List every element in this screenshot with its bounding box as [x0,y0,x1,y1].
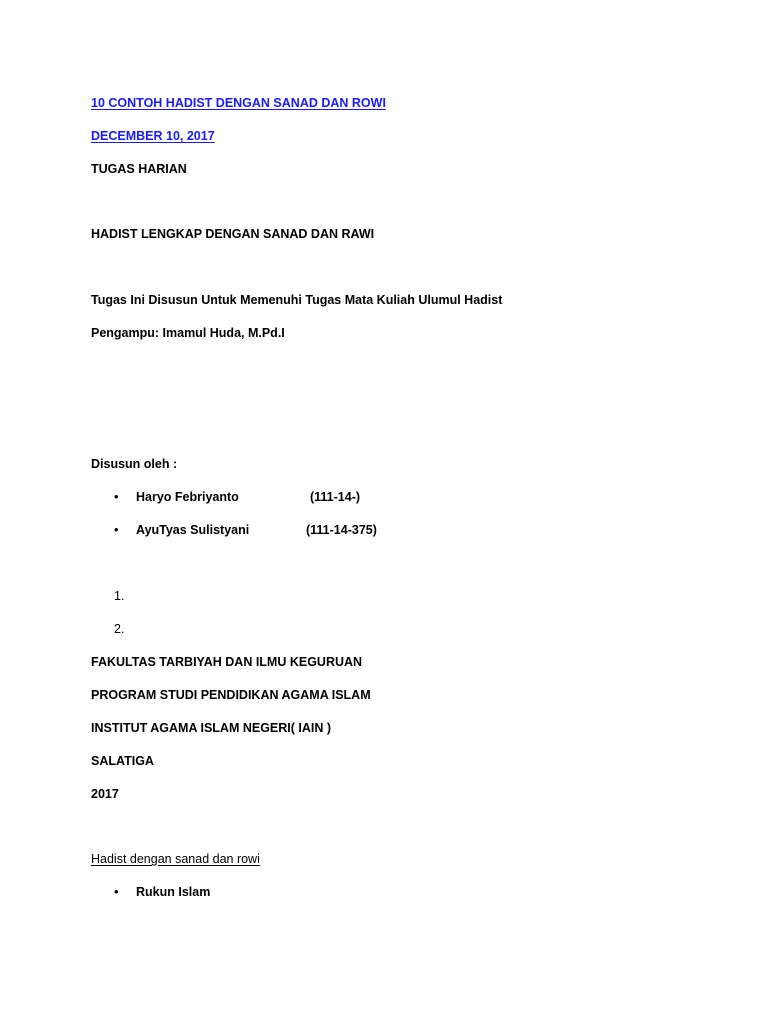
bullet-icon: • [114,884,119,899]
author-id: (111-14-) [310,490,361,504]
bullet-icon: • [114,489,119,504]
program-text: PROGRAM STUDI PENDIDIKAN AGAMA ISLAM [91,688,371,702]
lecturer-text: Pengampu: Imamul Huda, M.Pd.I [91,326,285,340]
title-link[interactable]: 10 CONTOH HADIST DENGAN SANAD DAN ROWI [91,96,386,110]
purpose-text: Tugas Ini Disusun Untuk Memenuhi Tugas Mata Kuliah Ulumul Hadist [91,293,503,307]
bullet-icon: • [114,522,119,537]
section-item: Rukun Islam [136,885,211,899]
author-id: (111-14-375) [306,523,377,537]
institute-text: INSTITUT AGAMA ISLAM NEGERI( IAIN ) [91,721,332,735]
section-heading: Hadist dengan sanad dan rowi [91,852,260,866]
author-name: AyuTyas Sulistyani [136,523,250,537]
document-heading: HADIST LENGKAP DENGAN SANAD DAN RAWI [91,227,375,241]
category-text: TUGAS HARIAN [91,162,187,176]
year-text: 2017 [91,787,119,801]
author-name: Haryo Febriyanto [136,490,239,504]
numbered-item: 1. [114,589,125,603]
numbered-item: 2. [114,622,125,636]
faculty-text: FAKULTAS TARBIYAH DAN ILMU KEGURUAN [91,655,363,669]
date-link[interactable]: DECEMBER 10, 2017 [91,129,215,143]
city-text: SALATIGA [91,754,154,768]
authors-label: Disusun oleh : [91,457,178,471]
